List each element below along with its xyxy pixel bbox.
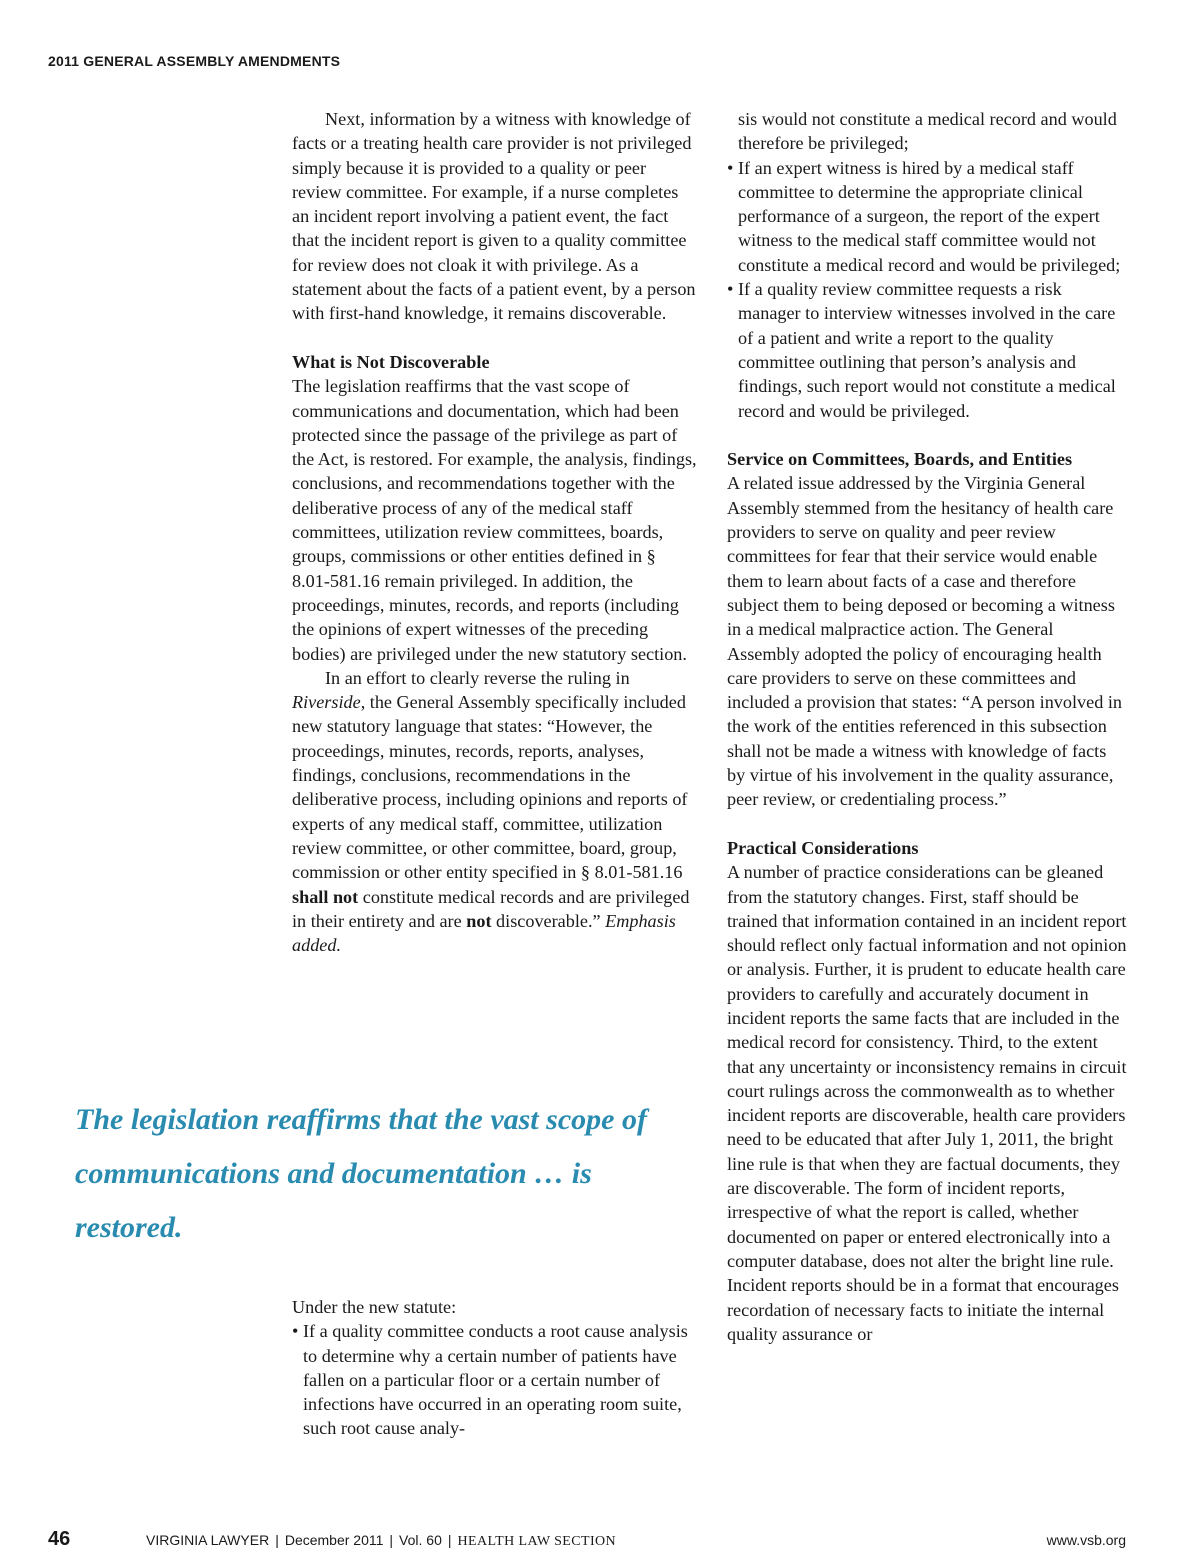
emphasis-shall-not: shall not — [292, 886, 359, 907]
page-number: 46 — [48, 1528, 71, 1550]
bullet-continuation: sis would not constitute a medical record and would therefore be privileged; — [738, 109, 1117, 154]
separator: | — [447, 1532, 452, 1548]
text-run: In an effort to clearly reverse the ruling in — [325, 667, 630, 688]
heading-not-discoverable: What is Not Discoverable — [292, 351, 490, 372]
bullet-list — [292, 1319, 697, 1440]
running-head: 2011 GENERAL ASSEMBLY AMENDMENTS — [48, 53, 341, 69]
text-run: constitute medical records and are privileged in their entirety and are — [292, 886, 690, 931]
case-name-riverside: Riverside — [292, 692, 361, 713]
section-name: HEALTH LAW SECTION — [457, 1534, 617, 1549]
emphasis-added-note: Emphasis added. — [292, 910, 676, 956]
paragraph-under-new-statute: Under the new statute: — [292, 1297, 457, 1317]
left-column-bottom — [292, 1295, 697, 1441]
magazine-name: VIRGINIA LAWYER — [146, 1532, 270, 1548]
issue-date: December 2011 — [284, 1532, 384, 1548]
text-run: , the General Assembly specifically included new statutory language that states: “However, the proceedings, minutes, records, reports, analyses, findings, conclusions, recommendations in the deliberative process, including opinions and reports of experts of any medical staff, committee, utilization review committee, or other committee, board, group, commission or other entity specified in § 8.01-581.16 — [292, 692, 688, 883]
separator: | — [275, 1532, 279, 1548]
bullet-list — [727, 156, 1127, 423]
text-run: discoverable.” — [491, 910, 606, 931]
heading-service-committees: Service on Committees, Boards, and Entities — [727, 449, 1073, 470]
emphasis-not: not — [466, 910, 492, 931]
paragraph-riverside — [292, 666, 697, 958]
separator: | — [389, 1532, 394, 1548]
left-column — [292, 107, 697, 957]
pull-quote: The legislation reaffirms that the vast scope of communications and documentation … is restored. — [75, 1103, 647, 1244]
bullet-risk-manager: • If a quality review committee requests a risk manager to interview witnesses involved in the care of a patient and write a report to the quality committee outlining that person’s analysis and findings, such report would not constitute a medical record and would be privileged. — [727, 277, 1127, 423]
footer-publication — [146, 1532, 616, 1550]
right-column — [727, 107, 1127, 1346]
paragraph-witness-knowledge: Next, information by a witness with knowledge of facts or a treating health care provider is not privileged simply because it is provided to a quality or peer review committee. For example, if a nurse completes an incident report involving a patient event, the fact that the incident report is given to a quality committee for review does not cloak it with privilege. As a statement about the facts of a patient event, by a person with first-hand knowledge, it remains discoverable. — [292, 109, 696, 324]
website-url[interactable]: www.vsb.org — [1046, 1532, 1126, 1548]
bullet-expert-witness: • If an expert witness is hired by a medical staff committee to determine the appropriate clinical performance of a surgeon, the report of the expert witness to the medical staff committee would not constitute a medical record and would be privileged; — [727, 156, 1127, 277]
page-footer — [48, 1528, 1126, 1554]
paragraph-legislation-reaffirms: The legislation reaffirms that the vast scope of communications and documentation, which had been protected since the passage of the privilege as part of the Act, is restored. For example, the analysis, findings, conclusions, and recommendations together with the deliberative process of any of the medical staff committees, utilization review committees, boards, groups, commissions or other entities defined in § 8.01-581.16 remain privileged. In addition, the proceedings, minutes, records, and reports (including the opinions of expert witnesses of the preceding bodies) are privileged under the new statutory section. — [292, 376, 697, 664]
heading-practical-considerations: Practical Considerations — [727, 837, 919, 858]
paragraph-service: A related issue addressed by the Virginia General Assembly stemmed from the hesitancy of health care providers to serve on quality and peer review committees for fear that their service would enable them to learn about facts of a case and therefore subject them to being deposed or becoming a witness in a medical malpractice action. The General Assembly adopted the policy of encouraging health care providers to serve on these committees and included a provision that states: “A person involved in the work of the entities referenced in this subsection shall not be made a witness with knowledge of facts by virtue of his involvement in the quality assurance, peer review, or credentialing process.” — [727, 473, 1123, 810]
paragraph-practical: A number of practice considerations can be gleaned from the statutory changes. First, staff should be trained that information contained in an incident report should reflect only factual information and not opinion or analysis. Further, it is prudent to educate health care providers to carefully and accurately document in incident reports the same facts that are included in the medical record for consistency. Third, to the extent that any uncertainty or inconsistency remains in circuit court rulings across the commonwealth as to whether incident reports are discoverable, health care providers need to be educated that after July 1, 2011, the bright line rule is that when they are factual documents, they are discoverable. The form of incident reports, irrespective of what the report is called, whether documented on paper or entered electronically into a computer database, does not alter the bright line rule. Incident reports should be in a format that encourages recordation of necessary facts to initiate the internal quality assurance or — [727, 862, 1127, 1344]
bullet-root-cause: • If a quality committee conducts a root cause analysis to determine why a certain number of patients have fallen on a particular floor or a certain number of infections have occurred in an operating room suite, such root cause analy- — [292, 1319, 697, 1440]
volume: Vol. 60 — [399, 1532, 442, 1548]
